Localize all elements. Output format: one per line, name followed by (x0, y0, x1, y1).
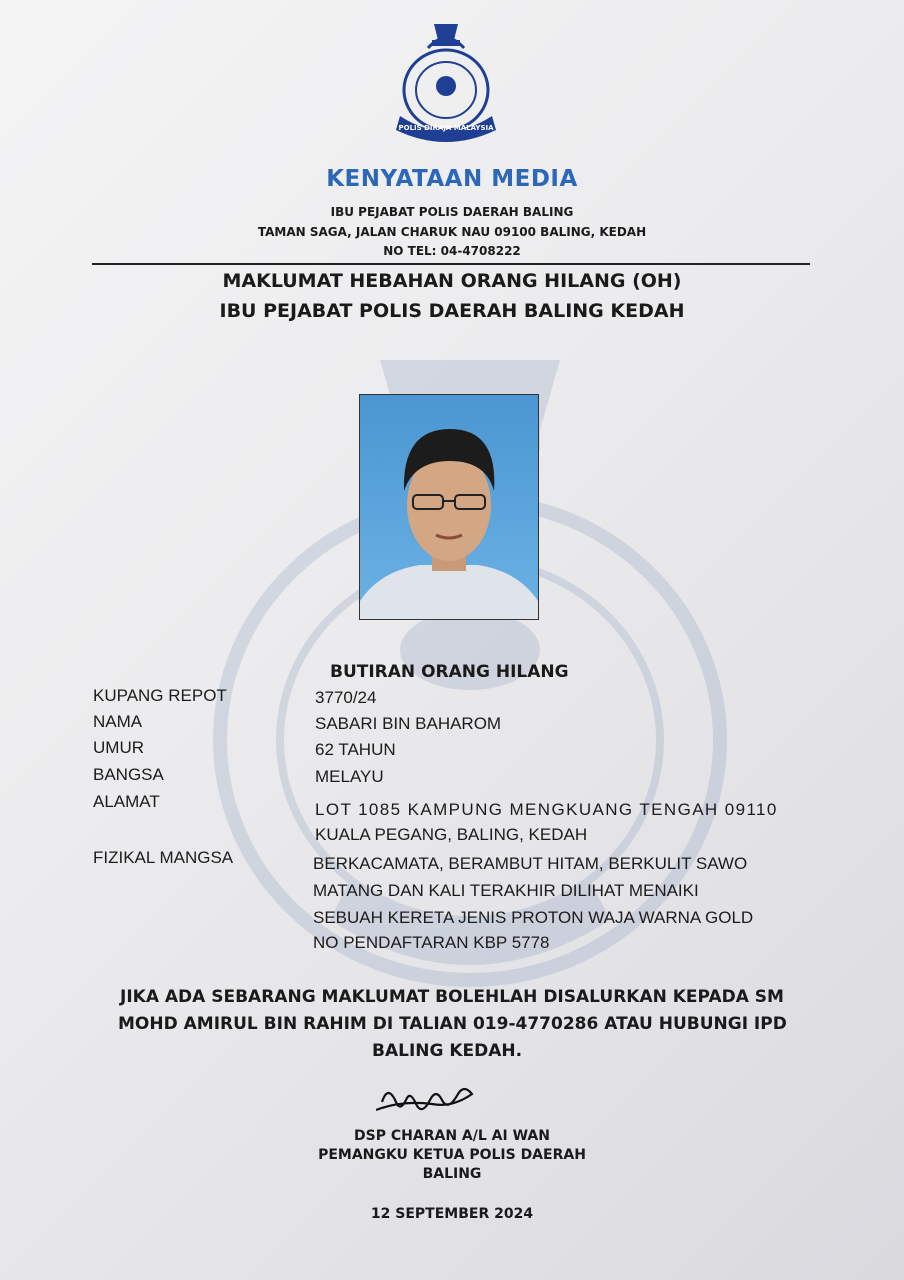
office-name: IBU PEJABAT POLIS DAERAH BALING (330, 205, 574, 219)
signature-icon (376, 1080, 486, 1120)
header-divider (92, 263, 810, 265)
value-age: 62 TAHUN (315, 740, 396, 759)
police-crest-icon (390, 18, 502, 142)
label-address: ALAMAT (93, 792, 160, 811)
label-report: KUPANG REPOT (93, 686, 227, 705)
label-age: UMUR (93, 738, 144, 757)
value-race: MELAYU (315, 767, 384, 786)
value-physical-line2: MATANG DAN KALI TERAKHIR DILIHAT MENAIKI (313, 881, 699, 900)
label-race: BANGSA (93, 765, 164, 784)
label-physical: FIZIKAL MANGSA (93, 848, 234, 867)
label-name: NAMA (93, 712, 143, 731)
value-physical-line4: NO PENDAFTARAN KBP 5778 (313, 933, 550, 952)
office-phone: NO TEL: 04-4708222 (383, 244, 521, 258)
value-report: 3770/24 (315, 688, 377, 707)
contact-line2: MOHD AMIRUL BIN RAHIM DI TALIAN 019-4770286 ATAU HUBUNGI IPD (118, 1014, 787, 1034)
value-physical-line1: BERKACAMATA, BERAMBUT HITAM, BERKULIT SAWO (313, 854, 748, 873)
signatory-name: DSP CHARAN A/L AI WAN (354, 1128, 550, 1144)
document-date: 12 SEPTEMBER 2024 (370, 1206, 534, 1222)
svg-text:POLIS DIRAJA MALAYSIA: POLIS DIRAJA MALAYSIA (398, 124, 494, 132)
office-address: TAMAN SAGA, JALAN CHARUK NAU 09100 BALING, KEDAH (257, 225, 647, 239)
details-heading: BUTIRAN ORANG HILANG (330, 662, 569, 682)
notice-title-line2: IBU PEJABAT POLIS DAERAH BALING KEDAH (219, 300, 685, 322)
contact-line1: JIKA ADA SEBARANG MAKLUMAT BOLEHLAH DISALURKAN KEPADA SM (120, 987, 784, 1007)
value-name: SABARI BIN BAHAROM (315, 714, 502, 733)
value-physical-line3: SEBUAH KERETA JENIS PROTON WAJA WARNA GOLD (313, 908, 754, 927)
missing-person-photo (359, 394, 539, 620)
signatory-position-line1: PEMANGKU KETUA POLIS DAERAH (318, 1147, 586, 1163)
notice-title-line1: MAKLUMAT HEBAHAN ORANG HILANG (OH) (222, 270, 682, 292)
document-title: KENYATAAN MEDIA (326, 166, 578, 192)
signatory-position-line2: BALING (422, 1166, 482, 1182)
value-address-line2: KUALA PEGANG, BALING, KEDAH (315, 825, 588, 844)
value-address-line1: LOT 1085 KAMPUNG MENGKUANG TENGAH 09110 (315, 800, 778, 819)
contact-line3: BALING KEDAH. (372, 1041, 523, 1061)
